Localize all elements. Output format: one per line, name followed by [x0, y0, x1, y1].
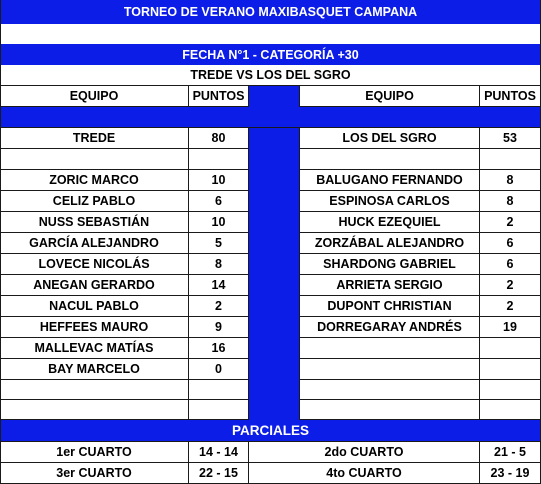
empty-cell: [0, 400, 189, 420]
match-row: [0, 65, 541, 86]
parciales-title: PARCIALES: [0, 420, 541, 442]
left-player-points: 14: [189, 275, 249, 296]
empty-cell: [299, 400, 480, 420]
player-row: [0, 212, 541, 233]
left-player-name: MALLEVAC MATÍAS: [0, 338, 189, 359]
quarter-score: 23 - 19: [480, 463, 541, 484]
header-band: [0, 107, 541, 128]
quarter-row: [0, 463, 541, 484]
empty-cell: [189, 149, 249, 170]
empty-cell: [299, 338, 480, 359]
left-player-name: ANEGAN GERARDO: [0, 275, 189, 296]
left-player-points: 5: [189, 233, 249, 254]
left-player-points: 16: [189, 338, 249, 359]
player-row: [0, 233, 541, 254]
left-team-header: EQUIPO: [0, 86, 189, 107]
player-row: [0, 191, 541, 212]
player-row: [0, 254, 541, 275]
quarter-label: 4to CUARTO: [249, 463, 480, 484]
right-team-name: LOS DEL SGRO: [299, 128, 480, 149]
left-player-points: 0: [189, 359, 249, 380]
right-player-name: ARRIETA SERGIO: [299, 275, 480, 296]
right-player-name: BALUGANO FERNANDO: [299, 170, 480, 191]
right-player-points: 8: [480, 170, 541, 191]
quarter-score: 22 - 15: [189, 463, 249, 484]
player-row: [0, 296, 541, 317]
totals-row: [0, 128, 541, 149]
empty-cell: [299, 359, 480, 380]
quarter-label: 1er CUARTO: [0, 442, 189, 463]
left-player-name: HEFFEES MAURO: [0, 317, 189, 338]
empty-cell: [189, 400, 249, 420]
left-player-name: NACUL PABLO: [0, 296, 189, 317]
right-player-points: 2: [480, 296, 541, 317]
right-player-name: ZORZÁBAL ALEJANDRO: [299, 233, 480, 254]
quarter-label: 2do CUARTO: [249, 442, 480, 463]
quarter-score: 21 - 5: [480, 442, 541, 463]
empty-cell: [299, 149, 480, 170]
right-player-name: ESPINOSA CARLOS: [299, 191, 480, 212]
header-row: [0, 86, 541, 107]
left-player-points: 10: [189, 170, 249, 191]
empty-cell: [299, 380, 480, 400]
left-player-points: 2: [189, 296, 249, 317]
player-row: [0, 170, 541, 191]
player-row: [0, 338, 541, 359]
left-player-name: GARCÍA ALEJANDRO: [0, 233, 189, 254]
spacer-row: [0, 24, 541, 44]
right-points-header: PUNTOS: [480, 86, 541, 107]
empty-cell: [480, 380, 541, 400]
quarter-label: 3er CUARTO: [0, 463, 189, 484]
spacer-cell: [0, 24, 541, 44]
left-player-points: 8: [189, 254, 249, 275]
fecha-row: [0, 44, 541, 65]
empty-cell: [0, 149, 189, 170]
right-player-points: 2: [480, 212, 541, 233]
empty-cell: [480, 338, 541, 359]
quarter-score: 14 - 14: [189, 442, 249, 463]
left-player-points: 10: [189, 212, 249, 233]
left-player-name: NUSS SEBASTIÁN: [0, 212, 189, 233]
left-player-points: 6: [189, 191, 249, 212]
right-player-points: 19: [480, 317, 541, 338]
right-player-name: DORREGARAY ANDRÉS: [299, 317, 480, 338]
empty-cell: [189, 380, 249, 400]
right-player-points: 6: [480, 233, 541, 254]
empty-cell: [0, 380, 189, 400]
tournament-title: TORNEO DE VERANO MAXIBASQUET CAMPANA: [0, 0, 541, 24]
empty-cell: [480, 400, 541, 420]
title-row: [0, 0, 541, 24]
quarter-row: [0, 442, 541, 463]
right-team-header: EQUIPO: [299, 86, 480, 107]
right-player-name: DUPONT CHRISTIAN: [299, 296, 480, 317]
empty-row: [0, 149, 541, 170]
right-player-name: SHARDONG GABRIEL: [299, 254, 480, 275]
left-player-name: LOVECE NICOLÁS: [0, 254, 189, 275]
right-player-points: 6: [480, 254, 541, 275]
left-team-name: TREDE: [0, 128, 189, 149]
empty-cell: [480, 359, 541, 380]
left-player-name: BAY MARCELO: [0, 359, 189, 380]
left-points-header: PUNTOS: [189, 86, 249, 107]
left-player-points: 9: [189, 317, 249, 338]
left-player-name: ZORIC MARCO: [0, 170, 189, 191]
empty-row: [0, 400, 541, 420]
parciales-row: [0, 420, 541, 442]
player-row: [0, 317, 541, 338]
empty-row: [0, 380, 541, 400]
match-title: TREDE VS LOS DEL SGRO: [0, 65, 541, 86]
empty-cell: [480, 149, 541, 170]
right-team-score: 53: [480, 128, 541, 149]
right-player-name: HUCK EZEQUIEL: [299, 212, 480, 233]
fecha-title: FECHA N°1 - CATEGORÍA +30: [0, 44, 541, 65]
player-row: [0, 359, 541, 380]
player-row: [0, 275, 541, 296]
header-band-fill: [0, 107, 541, 128]
left-team-score: 80: [189, 128, 249, 149]
right-player-points: 8: [480, 191, 541, 212]
left-player-name: CELIZ PABLO: [0, 191, 189, 212]
right-player-points: 2: [480, 275, 541, 296]
